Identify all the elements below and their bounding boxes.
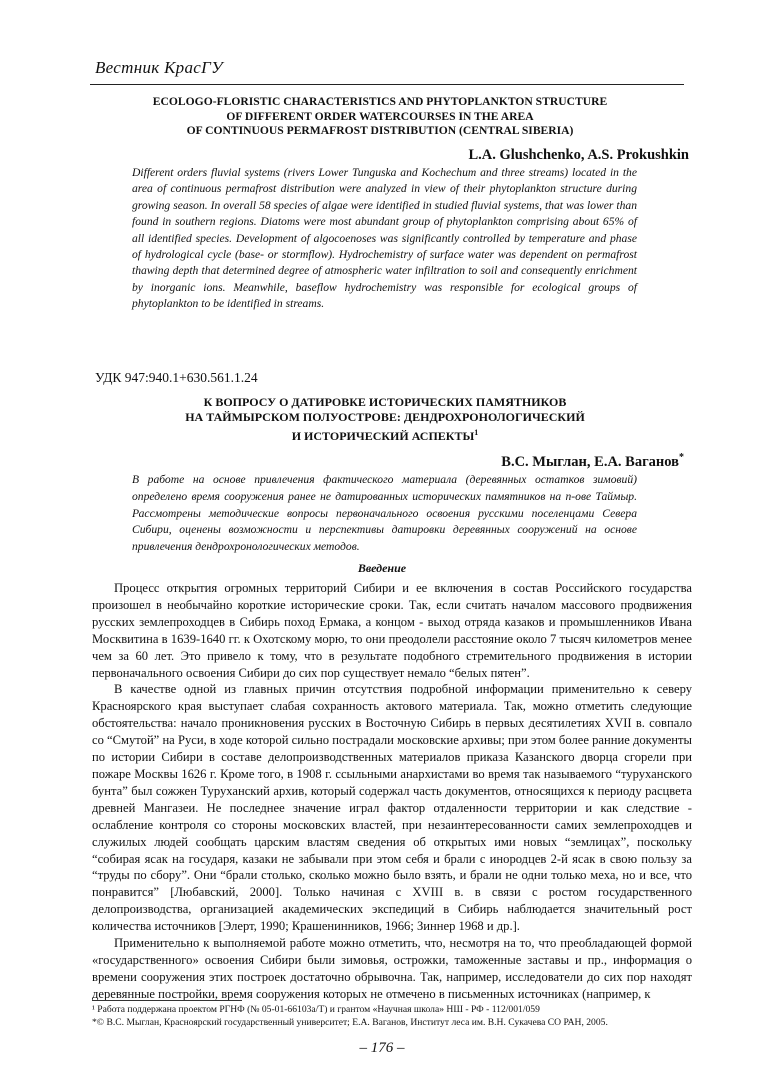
russian-title-line: НА ТАЙМЫРСКОМ ПОЛУОСТРОВЕ: ДЕНДРОХРОНОЛОГИЧЕСКИЙ: [185, 410, 585, 424]
english-title-line: ECOLOGO-FLORISTIC CHARACTERISTICS AND PHYTOPLANKTON STRUCTURE: [152, 95, 608, 108]
russian-article-title: [150, 395, 620, 444]
english-abstract: Different orders fluvial systems (rivers Lower Tunguska and Kochechum and three streams) located in the area of continuous permafrost distribution were analyzed in view of their phytoplankton structure during growing season. In overall 58 species of algae were identified in studied fluvial systems, that was lower than found in southern regions. Diatoms were most abundant group of phytoplankton comprising about 65% of all identified species. Development of algocoenoses was significantly controlled by temperature and phase of hydrological cycle (base- or stormflow). Hydrochemistry of surface water was dependent on permafrost thawing depth that determined degree of atmospheric water infiltration to soil and consequently enrichment by inorganic ions. Meanwhile, baseflow hydrochemistry was responsible for ecological groups of phytoplankton to be identified in streams.: [132, 166, 637, 311]
russian-authors-names: В.С. Мыглан, Е.А. Ваганов: [501, 453, 679, 470]
header-rule: [90, 84, 684, 85]
body-paragraph: Процесс открытия огромных территорий Сибири и ее включения в состав Российского государства произошел в необычайно короткие исторические сроки. Так, если считать началом массового продвижения русских землепроходцев в Сибирь поход Ермака, а концом - выход отряда казаков и промышленников Ивана Москвитина в 1639-1640 гг. к Охотскому морю, то они преодолели расстояние около 7 тысяч километров менее чем за 60 лет. Это привело к тому, что в результате подобного стремительного продвижения в истории первоначального освоения Сибири до сих пор существует немало “белых пятен”.: [92, 581, 692, 680]
footnote: *© В.С. Мыглан, Красноярский государственный университет; Е.А. Ваганов, Институт леса им. В.Н. Сукачева СО РАН, 2005.: [92, 1016, 608, 1028]
english-article-title: [110, 95, 650, 139]
page-number: – 176 –: [359, 1040, 405, 1056]
english-authors: L.A. Glushchenko, A.S. Prokushkin: [468, 147, 689, 163]
body-paragraph: Применительно к выполняемой работе можно отметить, что, несмотря на то, что преобладающей формой «государственного» освоения Сибири были зимовья, острожки, таможенные заставы и пр., информация о времени сооружения этих построек достаточно обрывочна. Так, например, исследователи до сих пор находят деревянные постройки, время сооружения которых не отмечено в письменных источниках (например, к: [92, 936, 692, 1001]
udk-code: УДК 947:940.1+630.561.1.24: [95, 370, 258, 385]
footnotes: [92, 1004, 702, 1029]
article-body: [92, 580, 692, 1003]
russian-title-line: К ВОПРОСУ О ДАТИРОВКЕ ИСТОРИЧЕСКИХ ПАМЯТНИКОВ: [203, 395, 567, 409]
footnote-rule: [92, 1000, 242, 1001]
section-heading: Введение: [357, 561, 407, 575]
russian-authors: [501, 452, 684, 471]
journal-header: Вестник КрасГУ: [95, 58, 223, 77]
russian-abstract: В работе на основе привлечения фактического материала (деревянных остатков зимовий) определено время сооружения ранее не датированных исторических памятников на п-ове Таймыр. Рассмотрены методические вопросы первоначального освоения русскими поселенцами Севера Сибири, оценены возможности и перспективы датировки деревянных сооружений на основе привлечения дендрохронологических методов.: [132, 473, 637, 554]
english-title-line: OF DIFFERENT ORDER WATERCOURSES IN THE AREA: [226, 109, 534, 123]
footnote: ¹ Работа поддержана проектом РГНФ (№ 05-01-66103а/Т) и грантом «Научная школа» НШ - РФ - 112/001/059: [92, 1004, 540, 1015]
russian-title-line: И ИСТОРИЧЕСКИЙ АСПЕКТЫ: [291, 429, 475, 443]
body-paragraph: В качестве одной из главных причин отсутствия подробной информации применительно к северу Красноярского края выступает слабая сохранность актового материала. Так, можно отметить следующие обстоятельства: начало проникновения русских в Восточную Сибирь в первых десятилетиях XVII в. совпало со “Смутой” на Руси, в ходе которой сильно пострадали московские архивы; при этом более ранние документы по истории Сибири в составе делопроизводственных материалов приказа Казанского дворца сгорели при пожаре Москвы 1626 г. Кроме того, в 1908 г. ссыльными анархистами во время так называемого “туруханского бунта” был сожжен Туруханский архив, который содержал часть документов, относящихся к периоду расцвета древней Мангазеи. Не последнее значение играл фактор отдаленности территории и как следствие - ослабление контроля со стороны московских властей, при незаинтересованности самих землепроходцев и служилых людей сообщать царским властям сведения об открытых ими новых “землицах”, поскольку “собирая ясак на государя, казаки не забывали при этом себя и брали с инородцев 2-й ясак в свою пользу за “труды по сбору”. Они “брали столько, сколько можно было взять, и брали не одни только меха, но и все, что понравится” [Любавский, 2000]. Только начиная с XVIII в. в связи с ростом государственного делопроизводства, организацией академических экспедиций в Сибирь наблюдается значительный рост количества источников [Элерт, 1990; Крашенинников, 1966; Зиннер 1968 и др.].: [92, 682, 692, 934]
authors-footnote-mark: *: [679, 452, 684, 463]
russian-title-line-last: [150, 425, 620, 444]
title-footnote-mark: 1: [474, 428, 479, 437]
english-title-line: OF CONTINUOUS PERMAFROST DISTRIBUTION (CENTRAL SIBERIA): [186, 124, 574, 137]
